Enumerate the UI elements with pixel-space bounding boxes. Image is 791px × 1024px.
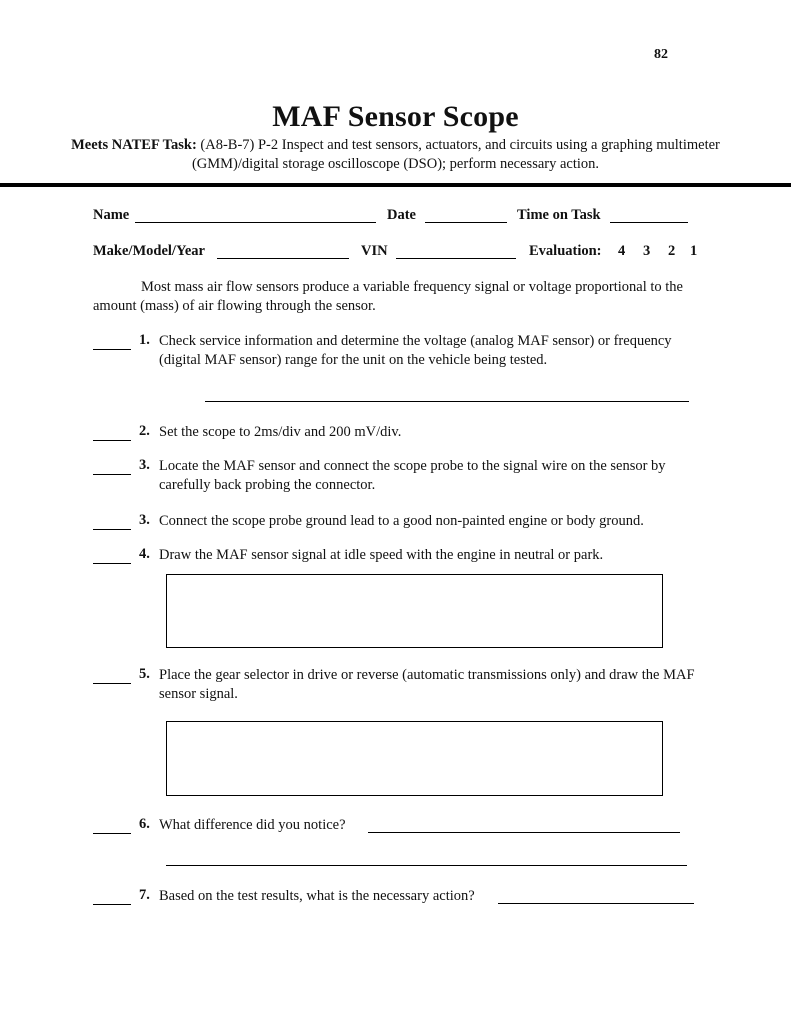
step-4-text: Draw the MAF sensor signal at idle speed with the engine in neutral or park. [159,547,604,563]
date-field[interactable] [425,207,507,223]
step-3a-check-blank[interactable] [93,459,131,475]
natef-task [60,136,731,174]
step-7-number: 7. [139,887,150,903]
time-on-task-field[interactable] [610,207,688,223]
page-number: 82 [654,47,668,62]
step-6-check-blank[interactable] [93,818,131,834]
evaluation-score-4[interactable]: 4 [618,243,626,259]
step-4-check-blank[interactable] [93,548,131,564]
step-7-check-blank[interactable] [93,889,131,905]
step-1-text: Check service information and determine the voltage (analog MAF sensor) or frequency (digital MAF sensor) range for the unit on the vehicle being tested. [159,333,672,368]
natef-text: (A8-B-7) P-2 Inspect and test sensors, actuators, and circuits using a graphing multimeter (GMM)/digital storage oscilloscope (DSO); perform necessary action. [191,137,720,172]
step-2-text: Set the scope to 2ms/div and 200 mV/div. [159,424,402,440]
vin-label: VIN [361,243,388,259]
step-2-check-blank[interactable] [93,425,131,441]
step-6-answer-line[interactable] [368,832,680,833]
step-6-number: 6. [139,816,150,832]
step-6-answer-line-2[interactable] [166,865,687,866]
header-divider [0,183,791,187]
evaluation-label: Evaluation: [529,243,602,259]
step-6-text: What difference did you notice? [159,817,346,833]
step-1-number: 1. [139,332,150,348]
name-label: Name [93,207,130,223]
step-7-text: Based on the test results, what is the necessary action? [159,888,475,904]
step-1-answer-line[interactable] [205,401,689,402]
intro-paragraph: Most mass air flow sensors produce a variable frequency signal or voltage proportional to the amount (mass) of air flowing through the sensor. [93,279,683,314]
step-3b-text: Connect the scope probe ground lead to a good non-painted engine or body ground. [159,513,644,529]
step-3a-text: Locate the MAF sensor and connect the scope probe to the signal wire on the sensor by carefully back probing the connector. [159,458,666,493]
evaluation-score-2[interactable]: 2 [668,243,676,259]
step-4-number: 4. [139,546,150,562]
date-label: Date [387,207,416,223]
evaluation-score-3[interactable]: 3 [643,243,651,259]
step-5-text: Place the gear selector in drive or reverse (automatic transmissions only) and draw the MAF sensor signal. [159,667,695,702]
step-5-number: 5. [139,666,150,682]
idle-signal-drawing-box[interactable] [166,574,663,648]
page-title: MAF Sensor Scope [272,100,519,133]
evaluation-score-1[interactable]: 1 [690,243,698,259]
step-3b-number: 3. [139,512,150,528]
name-field[interactable] [135,207,376,223]
step-1-check-blank[interactable] [93,334,131,350]
step-3a-number: 3. [139,457,150,473]
vin-field[interactable] [396,243,516,259]
step-7-answer-line[interactable] [498,903,694,904]
make-model-year-field[interactable] [217,243,349,259]
step-2-number: 2. [139,423,150,439]
make-model-year-label: Make/Model/Year [93,243,205,259]
step-5-check-blank[interactable] [93,668,131,684]
drive-signal-drawing-box[interactable] [166,721,663,796]
step-3b-check-blank[interactable] [93,514,131,530]
time-on-task-label: Time on Task [517,207,601,223]
natef-label: Meets NATEF Task: [71,137,197,153]
